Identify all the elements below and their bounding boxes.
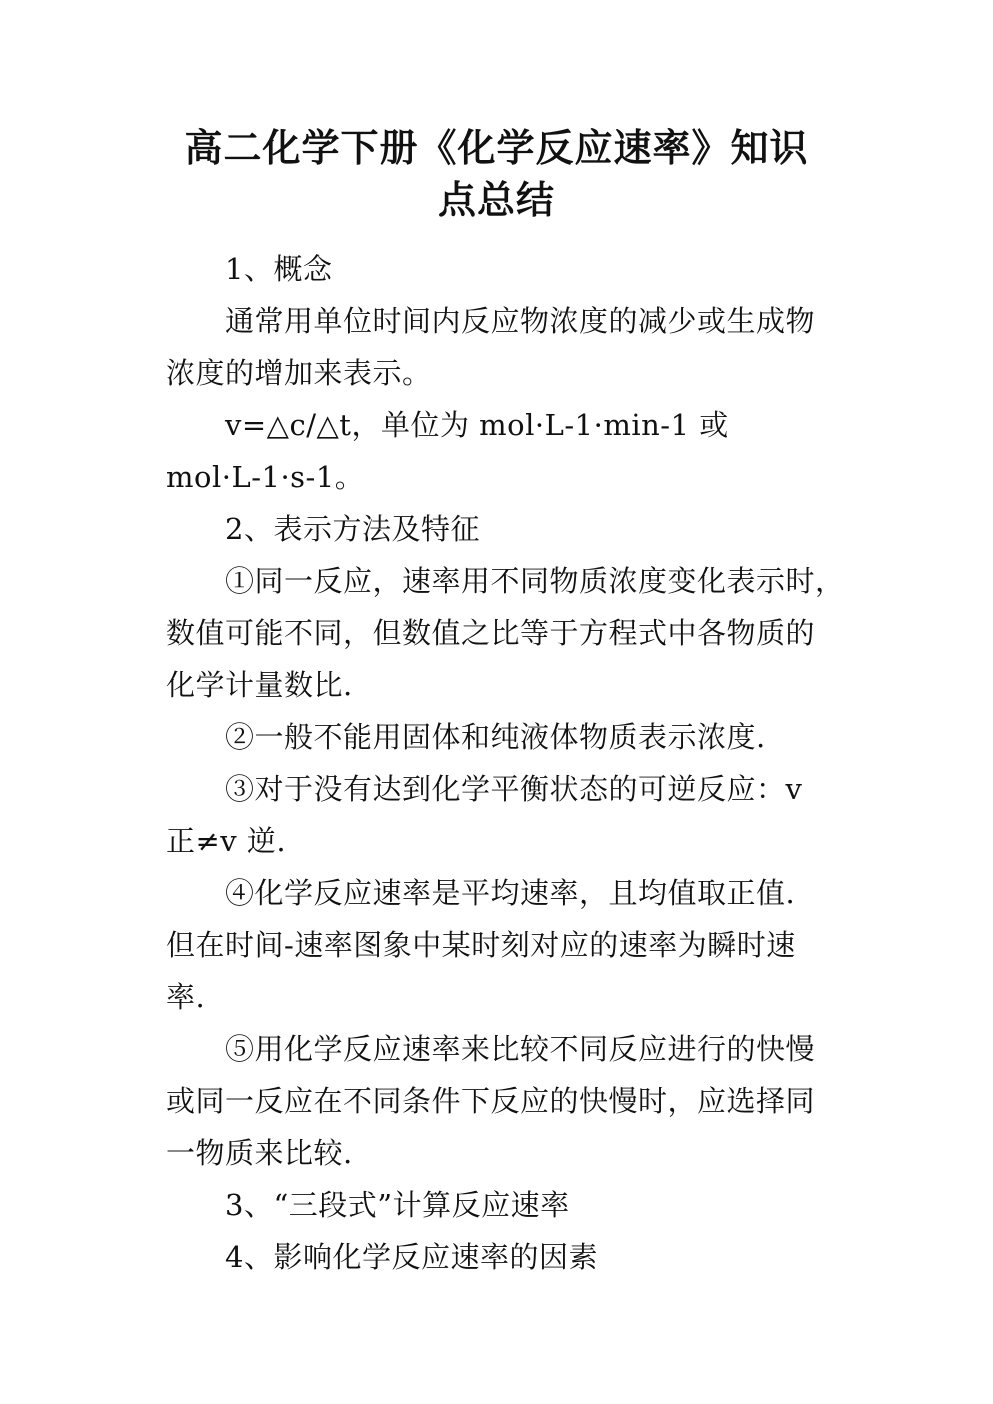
document-title-line-2: 点总结 [437,178,555,222]
list-item-3-line: 正≠v 逆. [166,824,287,858]
list-item-1-line: ①同一反应，速率用不同物质浓度变化表示时， [225,564,845,598]
document-title-line-1: 高二化学下册《化学反应速率》知识 [184,126,809,170]
list-item-2-line: ②一般不能用固体和纯液体物质表示浓度. [225,720,766,754]
section-heading-concept: 1、概念 [225,252,333,286]
list-item-5-line: ⑤用化学反应速率来比较不同反应进行的快慢 [225,1032,816,1066]
list-item-4-line: 率. [166,980,206,1014]
section-heading-calculation: 3、“三段式”计算反应速率 [225,1188,570,1222]
list-item-3-line: ③对于没有达到化学平衡状态的可逆反应：v [225,772,803,806]
section-heading-factors: 4、影响化学反应速率的因素 [225,1240,598,1274]
list-item-1-line: 化学计量数比. [166,668,353,702]
section-heading-methods: 2、表示方法及特征 [225,512,480,546]
list-item-1-line: 数值可能不同，但数值之比等于方程式中各物质的 [166,616,816,650]
list-item-4-line: 但在时间-速率图象中某时刻对应的速率为瞬时速 [166,928,796,962]
paragraph-line: 通常用单位时间内反应物浓度的减少或生成物 [225,304,816,338]
list-item-4-line: ④化学反应速率是平均速率，且均值取正值. [225,876,796,910]
list-item-5-line: 或同一反应在不同条件下反应的快慢时，应选择同 [166,1084,816,1118]
paragraph-line: 浓度的增加来表示。 [166,356,432,390]
list-item-5-line: 一物质来比较. [166,1136,353,1170]
formula-line: mol·L-1·s-1。 [166,460,365,494]
formula-line: v=△c/△t，单位为 mol·L-1·min-1 或 [225,408,729,442]
